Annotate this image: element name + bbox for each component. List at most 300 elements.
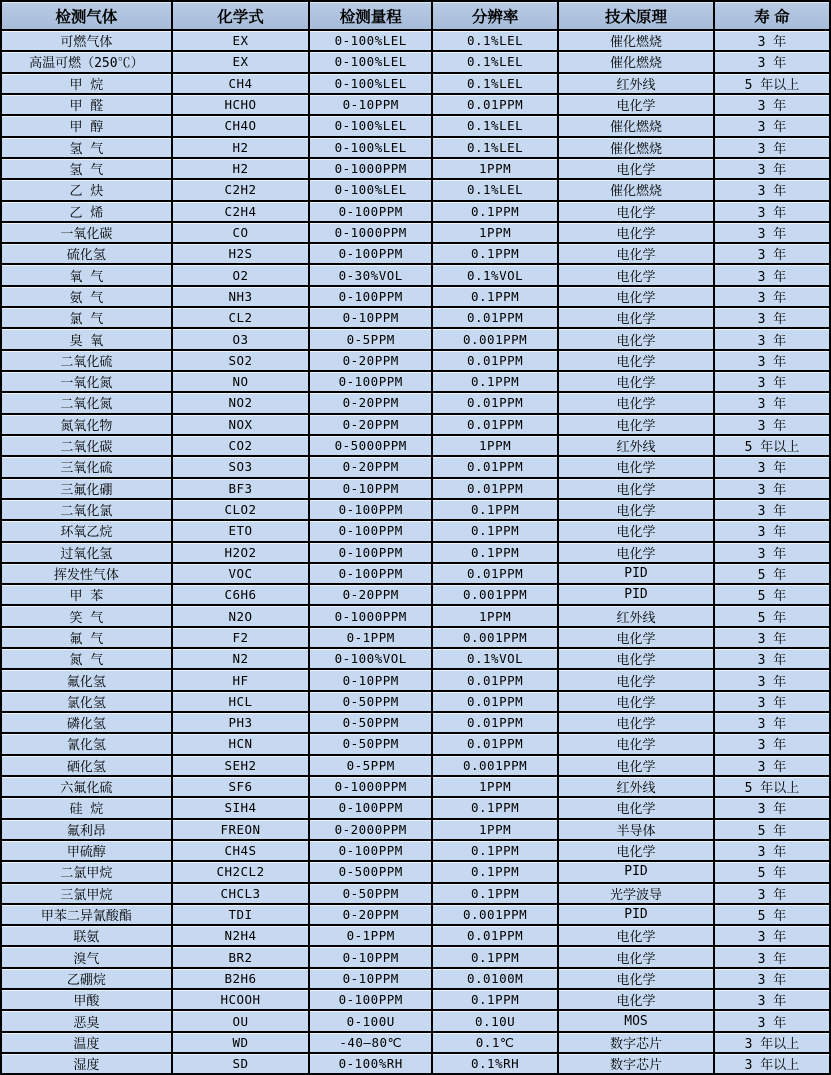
range-cell: 0-2000PPM	[310, 820, 431, 839]
table-row	[2, 244, 829, 263]
resolution-cell: 0.1%LEL	[433, 116, 557, 135]
formula-cell: N2O	[173, 606, 309, 625]
gas-name-cell: 六氟化硫	[2, 777, 171, 796]
formula-cell: N2H4	[173, 926, 309, 945]
formula-cell: NOX	[173, 415, 309, 434]
lifespan-cell: 5 年	[715, 564, 829, 583]
table-row	[2, 521, 829, 540]
principle-cell: 电化学	[559, 265, 713, 284]
principle-cell: 电化学	[559, 159, 713, 178]
principle-cell: 电化学	[559, 628, 713, 647]
gas-name-cell: 联氨	[2, 926, 171, 945]
resolution-cell: 0.1℃	[433, 1033, 557, 1052]
gas-name-cell: 过氧化氢	[2, 543, 171, 562]
header-cell-lifespan: 寿 命	[715, 2, 829, 29]
formula-cell: F2	[173, 628, 309, 647]
table-row	[2, 969, 829, 988]
formula-cell: CL2	[173, 308, 309, 327]
formula-cell: SD	[173, 1054, 309, 1073]
range-cell: 0-1000PPM	[310, 606, 431, 625]
lifespan-cell: 3 年	[715, 926, 829, 945]
gas-name-cell: 氟利昂	[2, 820, 171, 839]
resolution-cell: 0.001PPM	[433, 628, 557, 647]
formula-cell: H2	[173, 138, 309, 157]
gas-name-cell: 溴气	[2, 947, 171, 966]
formula-cell: O3	[173, 329, 309, 348]
principle-cell: 电化学	[559, 734, 713, 753]
principle-cell: 电化学	[559, 415, 713, 434]
gas-name-cell: 乙 烯	[2, 202, 171, 221]
table-header-row	[2, 2, 829, 29]
resolution-cell: 0.1%LEL	[433, 138, 557, 157]
lifespan-cell: 3 年	[715, 884, 829, 903]
gas-name-cell: 一氧化氮	[2, 372, 171, 391]
table-row	[2, 777, 829, 796]
principle-cell: 电化学	[559, 308, 713, 327]
formula-cell: WD	[173, 1033, 309, 1052]
gas-name-cell: 甲酸	[2, 990, 171, 1009]
principle-cell: 催化燃烧	[559, 138, 713, 157]
table-row	[2, 52, 829, 71]
formula-cell: NH3	[173, 287, 309, 306]
lifespan-cell: 3 年	[715, 393, 829, 412]
formula-cell: C6H6	[173, 585, 309, 604]
resolution-cell: 0.1PPM	[433, 884, 557, 903]
principle-cell: 电化学	[559, 287, 713, 306]
table-row	[2, 926, 829, 945]
range-cell: 0-1000PPM	[310, 223, 431, 242]
lifespan-cell: 3 年	[715, 500, 829, 519]
table-row	[2, 223, 829, 242]
range-cell: 0-100%LEL	[310, 138, 431, 157]
resolution-cell: 0.01PPM	[433, 308, 557, 327]
gas-name-cell: 氯 气	[2, 308, 171, 327]
table-row	[2, 393, 829, 412]
formula-cell: VOC	[173, 564, 309, 583]
gas-name-cell: 甲 醇	[2, 116, 171, 135]
lifespan-cell: 3 年	[715, 116, 829, 135]
lifespan-cell: 3 年	[715, 649, 829, 668]
lifespan-cell: 3 年	[715, 223, 829, 242]
principle-cell: PID	[559, 564, 713, 583]
principle-cell: 电化学	[559, 990, 713, 1009]
formula-cell: ETO	[173, 521, 309, 540]
resolution-cell: 0.1PPM	[433, 500, 557, 519]
range-cell: 0-100PPM	[310, 202, 431, 221]
lifespan-cell: 3 年	[715, 95, 829, 114]
resolution-cell: 0.1%VOL	[433, 649, 557, 668]
gas-name-cell: 三氟化硼	[2, 479, 171, 498]
formula-cell: BF3	[173, 479, 309, 498]
lifespan-cell: 3 年	[715, 202, 829, 221]
gas-name-cell: 湿度	[2, 1054, 171, 1073]
formula-cell: CH4	[173, 74, 309, 93]
gas-name-cell: 甲 苯	[2, 585, 171, 604]
resolution-cell: 0.1%LEL	[433, 31, 557, 50]
principle-cell: 红外线	[559, 436, 713, 455]
principle-cell: 电化学	[559, 372, 713, 391]
formula-cell: TDI	[173, 905, 309, 924]
range-cell: -40—80℃	[310, 1033, 431, 1052]
principle-cell: 电化学	[559, 329, 713, 348]
lifespan-cell: 3 年	[715, 308, 829, 327]
range-cell: 0-1PPM	[310, 926, 431, 945]
formula-cell: OU	[173, 1011, 309, 1030]
header-cell-range: 检测量程	[310, 2, 431, 29]
formula-cell: HCL	[173, 692, 309, 711]
lifespan-cell: 5 年以上	[715, 436, 829, 455]
gas-name-cell: 可燃气体	[2, 31, 171, 50]
table-row	[2, 884, 829, 903]
range-cell: 0-10PPM	[310, 479, 431, 498]
formula-cell: HF	[173, 670, 309, 689]
range-cell: 0-100PPM	[310, 564, 431, 583]
gas-name-cell: 笑 气	[2, 606, 171, 625]
gas-name-cell: 氮氧化物	[2, 415, 171, 434]
lifespan-cell: 3 年	[715, 31, 829, 50]
lifespan-cell: 5 年	[715, 905, 829, 924]
resolution-cell: 0.01PPM	[433, 393, 557, 412]
lifespan-cell: 3 年	[715, 521, 829, 540]
gas-name-cell: 二氧化氮	[2, 393, 171, 412]
lifespan-cell: 3 年	[715, 841, 829, 860]
principle-cell: 催化燃烧	[559, 52, 713, 71]
lifespan-cell: 5 年以上	[715, 74, 829, 93]
principle-cell: 红外线	[559, 74, 713, 93]
gas-name-cell: 三氧化硫	[2, 457, 171, 476]
gas-name-cell: 乙 炔	[2, 180, 171, 199]
header-cell-resolution: 分辨率	[433, 2, 557, 29]
table-row	[2, 138, 829, 157]
table-row	[2, 31, 829, 50]
table-row	[2, 329, 829, 348]
range-cell: 0-20PPM	[310, 585, 431, 604]
principle-cell: 数字芯片	[559, 1054, 713, 1073]
table-row	[2, 841, 829, 860]
resolution-cell: 0.001PPM	[433, 905, 557, 924]
resolution-cell: 0.1PPM	[433, 521, 557, 540]
gas-name-cell: 甲 烷	[2, 74, 171, 93]
lifespan-cell: 3 年	[715, 180, 829, 199]
lifespan-cell: 3 年	[715, 734, 829, 753]
table-row	[2, 95, 829, 114]
formula-cell: NO2	[173, 393, 309, 412]
principle-cell: 电化学	[559, 543, 713, 562]
range-cell: 0-50PPM	[310, 713, 431, 732]
resolution-cell: 0.1%LEL	[433, 180, 557, 199]
range-cell: 0-1000PPM	[310, 777, 431, 796]
resolution-cell: 0.1PPM	[433, 841, 557, 860]
resolution-cell: 1PPM	[433, 820, 557, 839]
resolution-cell: 0.01PPM	[433, 415, 557, 434]
table-row	[2, 202, 829, 221]
lifespan-cell: 3 年	[715, 1011, 829, 1030]
formula-cell: SEH2	[173, 756, 309, 775]
principle-cell: 电化学	[559, 202, 713, 221]
table-row	[2, 265, 829, 284]
lifespan-cell: 3 年	[715, 244, 829, 263]
table-row	[2, 670, 829, 689]
lifespan-cell: 3 年	[715, 798, 829, 817]
range-cell: 0-500PPM	[310, 862, 431, 881]
table-row	[2, 713, 829, 732]
table-row	[2, 415, 829, 434]
resolution-cell: 0.1PPM	[433, 287, 557, 306]
formula-cell: B2H6	[173, 969, 309, 988]
gas-name-cell: 硅 烷	[2, 798, 171, 817]
range-cell: 0-100PPM	[310, 287, 431, 306]
principle-cell: 电化学	[559, 479, 713, 498]
principle-cell: 电化学	[559, 500, 713, 519]
gas-name-cell: 二氧化碳	[2, 436, 171, 455]
principle-cell: 电化学	[559, 521, 713, 540]
lifespan-cell: 3 年	[715, 969, 829, 988]
lifespan-cell: 3 年	[715, 265, 829, 284]
resolution-cell: 0.01PPM	[433, 564, 557, 583]
lifespan-cell: 3 年	[715, 479, 829, 498]
table-row	[2, 372, 829, 391]
formula-cell: CH4O	[173, 116, 309, 135]
resolution-cell: 0.1%LEL	[433, 52, 557, 71]
lifespan-cell: 3 年	[715, 543, 829, 562]
lifespan-cell: 5 年	[715, 862, 829, 881]
resolution-cell: 0.01PPM	[433, 926, 557, 945]
lifespan-cell: 3 年	[715, 52, 829, 71]
formula-cell: H2S	[173, 244, 309, 263]
table-row	[2, 74, 829, 93]
resolution-cell: 0.0100M	[433, 969, 557, 988]
formula-cell: HCHO	[173, 95, 309, 114]
range-cell: 0-100%LEL	[310, 31, 431, 50]
table-row	[2, 116, 829, 135]
resolution-cell: 0.01PPM	[433, 713, 557, 732]
header-cell-principle: 技术原理	[559, 2, 713, 29]
principle-cell: PID	[559, 905, 713, 924]
range-cell: 0-100%LEL	[310, 52, 431, 71]
resolution-cell: 0.1%RH	[433, 1054, 557, 1073]
lifespan-cell: 3 年	[715, 628, 829, 647]
range-cell: 0-100%VOL	[310, 649, 431, 668]
formula-cell: CH4S	[173, 841, 309, 860]
table-row	[2, 905, 829, 924]
resolution-cell: 1PPM	[433, 159, 557, 178]
principle-cell: 电化学	[559, 244, 713, 263]
lifespan-cell: 3 年以上	[715, 1033, 829, 1052]
formula-cell: H2O2	[173, 543, 309, 562]
principle-cell: 电化学	[559, 457, 713, 476]
formula-cell: HCOOH	[173, 990, 309, 1009]
table-row	[2, 606, 829, 625]
resolution-cell: 0.1PPM	[433, 372, 557, 391]
lifespan-cell: 3 年	[715, 159, 829, 178]
gas-name-cell: 氯化氢	[2, 692, 171, 711]
table-row	[2, 820, 829, 839]
table-row	[2, 862, 829, 881]
principle-cell: 电化学	[559, 692, 713, 711]
table-row	[2, 990, 829, 1009]
table-row	[2, 500, 829, 519]
gas-name-cell: 高温可燃（250℃）	[2, 52, 171, 71]
gas-name-cell: 氟 气	[2, 628, 171, 647]
principle-cell: 电化学	[559, 670, 713, 689]
range-cell: 0-20PPM	[310, 351, 431, 370]
principle-cell: 光学波导	[559, 884, 713, 903]
table-row	[2, 1011, 829, 1030]
range-cell: 0-100PPM	[310, 500, 431, 519]
formula-cell: N2	[173, 649, 309, 668]
range-cell: 0-100PPM	[310, 990, 431, 1009]
resolution-cell: 0.001PPM	[433, 585, 557, 604]
resolution-cell: 0.01PPM	[433, 670, 557, 689]
principle-cell: 电化学	[559, 393, 713, 412]
formula-cell: CLO2	[173, 500, 309, 519]
formula-cell: CHCL3	[173, 884, 309, 903]
table-row	[2, 287, 829, 306]
formula-cell: CO2	[173, 436, 309, 455]
principle-cell: 电化学	[559, 947, 713, 966]
table-row	[2, 457, 829, 476]
formula-cell: SF6	[173, 777, 309, 796]
resolution-cell: 0.1PPM	[433, 244, 557, 263]
table-row	[2, 628, 829, 647]
range-cell: 0-100U	[310, 1011, 431, 1030]
principle-cell: 红外线	[559, 606, 713, 625]
principle-cell: 电化学	[559, 223, 713, 242]
resolution-cell: 0.1PPM	[433, 990, 557, 1009]
lifespan-cell: 3 年	[715, 329, 829, 348]
resolution-cell: 0.1PPM	[433, 947, 557, 966]
formula-cell: CO	[173, 223, 309, 242]
gas-name-cell: 甲苯二异氰酸酯	[2, 905, 171, 924]
table-row	[2, 649, 829, 668]
header-cell-formula: 化学式	[173, 2, 309, 29]
gas-name-cell: 一氧化碳	[2, 223, 171, 242]
range-cell: 0-10PPM	[310, 969, 431, 988]
lifespan-cell: 3 年	[715, 756, 829, 775]
lifespan-cell: 3 年	[715, 713, 829, 732]
gas-name-cell: 二氯甲烷	[2, 862, 171, 881]
range-cell: 0-50PPM	[310, 734, 431, 753]
range-cell: 0-20PPM	[310, 457, 431, 476]
range-cell: 0-100%LEL	[310, 74, 431, 93]
formula-cell: H2	[173, 159, 309, 178]
principle-cell: 催化燃烧	[559, 180, 713, 199]
range-cell: 0-100PPM	[310, 841, 431, 860]
gas-name-cell: 氨 气	[2, 287, 171, 306]
principle-cell: 电化学	[559, 798, 713, 817]
lifespan-cell: 3 年	[715, 670, 829, 689]
resolution-cell: 0.1PPM	[433, 798, 557, 817]
principle-cell: 电化学	[559, 713, 713, 732]
resolution-cell: 1PPM	[433, 436, 557, 455]
formula-cell: PH3	[173, 713, 309, 732]
gas-name-cell: 恶臭	[2, 1011, 171, 1030]
lifespan-cell: 3 年	[715, 138, 829, 157]
resolution-cell: 1PPM	[433, 777, 557, 796]
resolution-cell: 0.01PPM	[433, 457, 557, 476]
range-cell: 0-100%RH	[310, 1054, 431, 1073]
resolution-cell: 0.01PPM	[433, 351, 557, 370]
lifespan-cell: 3 年	[715, 372, 829, 391]
resolution-cell: 0.1%LEL	[433, 74, 557, 93]
resolution-cell: 1PPM	[433, 606, 557, 625]
range-cell: 0-5PPM	[310, 756, 431, 775]
gas-name-cell: 二氧化氯	[2, 500, 171, 519]
formula-cell: SIH4	[173, 798, 309, 817]
table-row	[2, 756, 829, 775]
table-row	[2, 692, 829, 711]
resolution-cell: 0.10U	[433, 1011, 557, 1030]
gas-name-cell: 氰化氢	[2, 734, 171, 753]
gas-name-cell: 氢 气	[2, 138, 171, 157]
formula-cell: C2H4	[173, 202, 309, 221]
resolution-cell: 0.1PPM	[433, 862, 557, 881]
principle-cell: 红外线	[559, 777, 713, 796]
range-cell: 0-100PPM	[310, 798, 431, 817]
formula-cell: BR2	[173, 947, 309, 966]
formula-cell: HCN	[173, 734, 309, 753]
table-row	[2, 180, 829, 199]
resolution-cell: 0.01PPM	[433, 95, 557, 114]
lifespan-cell: 5 年	[715, 606, 829, 625]
resolution-cell: 0.1%VOL	[433, 265, 557, 284]
lifespan-cell: 3 年	[715, 415, 829, 434]
gas-name-cell: 甲 醛	[2, 95, 171, 114]
lifespan-cell: 5 年	[715, 585, 829, 604]
gas-name-cell: 乙硼烷	[2, 969, 171, 988]
principle-cell: 电化学	[559, 926, 713, 945]
principle-cell: 电化学	[559, 95, 713, 114]
resolution-cell: 0.1PPM	[433, 543, 557, 562]
table-row	[2, 1033, 829, 1052]
table-row	[2, 947, 829, 966]
formula-cell: EX	[173, 52, 309, 71]
gas-name-cell: 温度	[2, 1033, 171, 1052]
table-row	[2, 351, 829, 370]
lifespan-cell: 3 年	[715, 287, 829, 306]
principle-cell: 电化学	[559, 756, 713, 775]
principle-cell: MOS	[559, 1011, 713, 1030]
formula-cell: SO3	[173, 457, 309, 476]
resolution-cell: 1PPM	[433, 223, 557, 242]
range-cell: 0-1000PPM	[310, 159, 431, 178]
range-cell: 0-100PPM	[310, 244, 431, 263]
gas-name-cell: 甲硫醇	[2, 841, 171, 860]
principle-cell: 数字芯片	[559, 1033, 713, 1052]
gas-name-cell: 三氯甲烷	[2, 884, 171, 903]
lifespan-cell: 5 年	[715, 820, 829, 839]
gas-name-cell: 二氧化硫	[2, 351, 171, 370]
gas-name-cell: 臭 氧	[2, 329, 171, 348]
resolution-cell: 0.001PPM	[433, 756, 557, 775]
formula-cell: C2H2	[173, 180, 309, 199]
range-cell: 0-100PPM	[310, 372, 431, 391]
table-row	[2, 436, 829, 455]
table-row	[2, 543, 829, 562]
gas-name-cell: 环氧乙烷	[2, 521, 171, 540]
range-cell: 0-100PPM	[310, 543, 431, 562]
gas-name-cell: 硫化氢	[2, 244, 171, 263]
table-row	[2, 308, 829, 327]
range-cell: 0-10PPM	[310, 95, 431, 114]
gas-name-cell: 硒化氢	[2, 756, 171, 775]
table-row	[2, 564, 829, 583]
resolution-cell: 0.01PPM	[433, 734, 557, 753]
formula-cell: SO2	[173, 351, 309, 370]
principle-cell: PID	[559, 862, 713, 881]
principle-cell: 催化燃烧	[559, 31, 713, 50]
gas-name-cell: 磷化氢	[2, 713, 171, 732]
